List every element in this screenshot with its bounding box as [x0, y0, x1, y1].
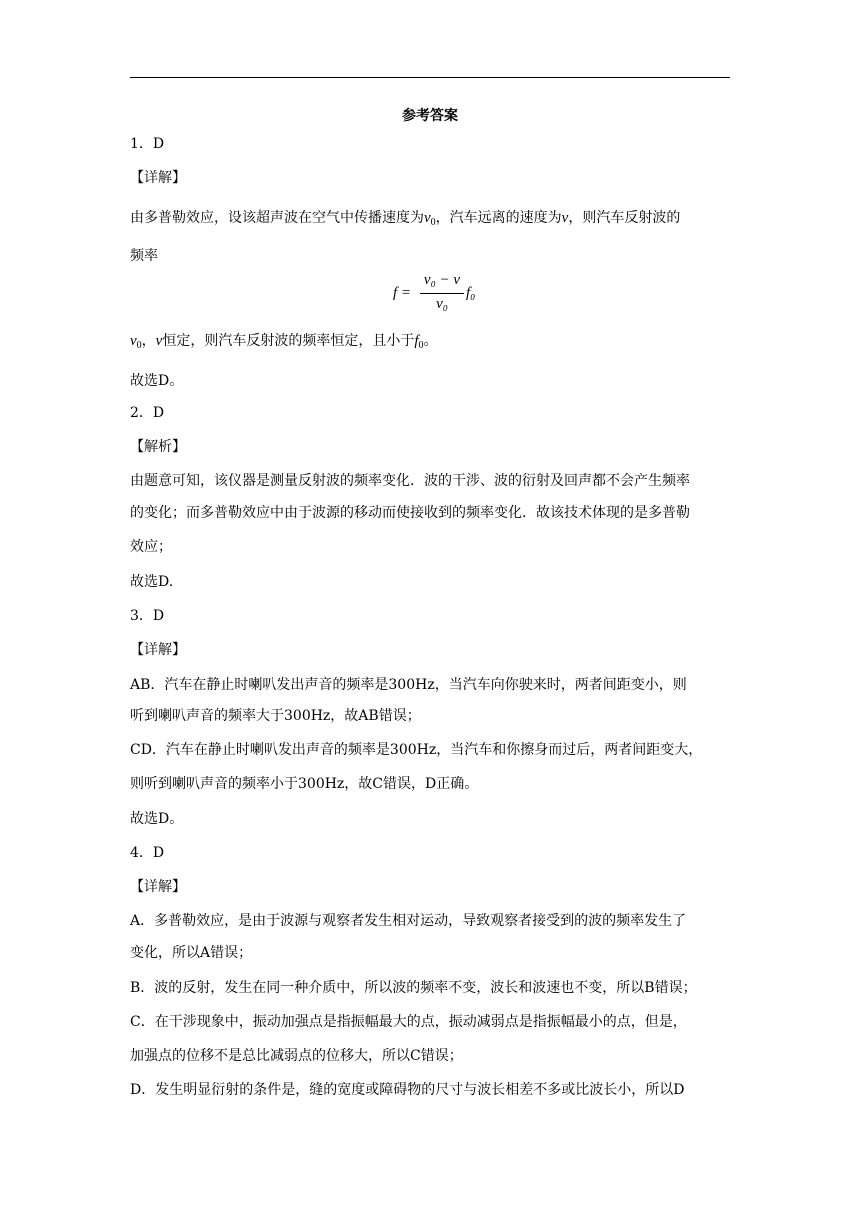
q2-line: 的变化；而多普勒效应中由于波源的移动而使接收到的频率变化．故该技术体现的是多普勒 [130, 505, 690, 521]
q4-line: A．多普勒效应，是由于波源与观察者发生相对运动，导致观察者接受到的波的频率发生了 [130, 913, 687, 929]
q2-tag: 【解析】 [130, 439, 186, 455]
header-rule [130, 77, 730, 78]
q3-tag: 【详解】 [130, 642, 186, 658]
q1-paragraph-line3: $v_0$，v恒定，则汽车反射波的频率恒定，且小于$f_0$。 [130, 333, 438, 351]
page-title: 参考答案 [402, 108, 458, 124]
q1-paragraph-line1: 由多普勒效应，设该超声波在空气中传播速度为$v_0$，汽车远离的速度为v，则汽车反射波的 [130, 210, 681, 228]
formula-numerator: v₀ − v [423, 272, 461, 288]
q3-line: AB．汽车在静止时喇叭发出声音的频率是300Hz，当汽车向你驶来时，两者间距变小，则 [130, 677, 687, 693]
q2-line: 故选D. [130, 574, 174, 590]
v0-symbol: $v_0$ [424, 210, 436, 228]
q4-line: B．波的反射，发生在同一种介质中，所以波的频率不变，波长和波速也不变，所以B错误； [130, 980, 697, 996]
v-symbol: v [561, 210, 569, 226]
q3-number: 3．D [130, 608, 165, 624]
q4-line: C．在干涉现象中，振动加强点是指振幅最大的点，振动减弱点是指振幅最小的点，但是， [130, 1014, 687, 1030]
q4-line: 加强点的位移不是总比减弱点的位移大，所以C错误； [130, 1048, 463, 1064]
q2-number: 2．D [130, 405, 165, 421]
formula-denominator: v₀ [436, 296, 448, 312]
q1-paragraph-line2: 频率 [130, 248, 158, 264]
formula-rhs: f₀ [466, 285, 476, 301]
q4-tag: 【详解】 [130, 879, 186, 895]
q4-line: D．发生明显衍射的条件是，缝的宽度或障碍物的尺寸与波长相差不多或比波长小，所以D [130, 1082, 685, 1098]
q4-line: 变化，所以A错误； [130, 945, 253, 961]
q2-line: 由题意可知，该仪器是测量反射波的频率变化．波的干涉、波的衍射及回声都不会产生频率 [130, 473, 690, 489]
q3-line: 故选D。 [130, 811, 184, 827]
q3-line: CD．汽车在静止时喇叭发出声音的频率是300Hz，当汽车和你擦身而过后，两者间距变大， [130, 742, 703, 758]
q3-line: 听到喇叭声音的频率大于300Hz，故AB错误； [130, 708, 421, 724]
q4-number: 4．D [130, 845, 165, 861]
formula-lhs: f = [393, 285, 412, 301]
fraction-bar [420, 293, 464, 294]
q1-choice: 故选D。 [130, 373, 184, 389]
q1-tag: 【详解】 [130, 170, 186, 186]
doppler-formula [393, 272, 513, 322]
q1-number: 1．D [130, 136, 165, 152]
q3-line: 则听到喇叭声音的频率小于300Hz，故C错误，D正确。 [130, 776, 479, 792]
q2-line: 效应； [130, 539, 172, 555]
